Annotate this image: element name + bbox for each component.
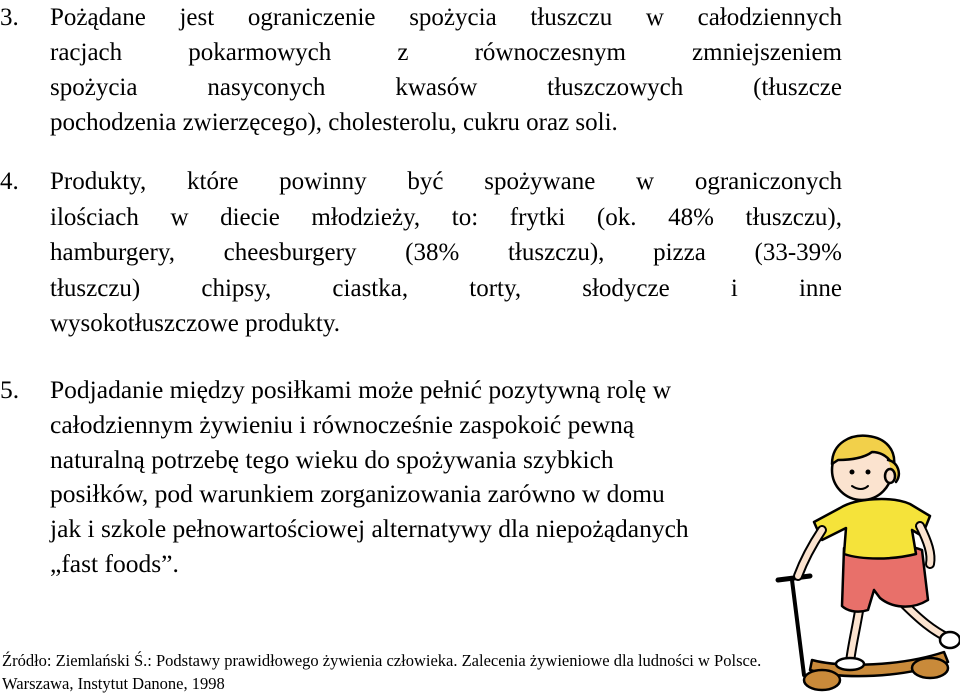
paragraph-number: 5. — [0, 375, 20, 404]
source-citation-line-1: Źródło: Ziemlański Ś.: Podstawy prawidłowego żywienia człowieka. Zalecenia żywieniowe dla ludności w Polsce. — [2, 651, 762, 670]
shoe-front — [836, 658, 864, 670]
paragraph-4 — [0, 164, 842, 342]
text-line: spożycia nasyconych kwasów tłuszczowych (tłuszcze — [50, 74, 842, 101]
eye-right — [866, 470, 871, 475]
text-line: wysokotłuszczowe produkty. — [50, 310, 340, 337]
paragraph-number: 4. — [0, 168, 19, 195]
scooter-wheel-back — [912, 658, 948, 678]
text-line: „fast foods”. — [50, 548, 179, 578]
eye-left — [850, 470, 855, 475]
paragraph-5 — [0, 373, 830, 582]
text-line: Podjadanie między posiłkami może pełnić pozytywną rolę w — [50, 375, 672, 404]
text-line: tłuszczu) chipsy, ciastka, torty, słodycze i inne — [50, 274, 842, 302]
child-on-scooter-clipart — [752, 430, 960, 697]
paragraph-3 — [0, 0, 842, 140]
text-line: pochodzenia zwierzęcego), cholesterolu, cukru oraz soli. — [50, 109, 618, 136]
scooter-wheel-front — [804, 670, 840, 690]
text-line: hamburgery, cheesburgery (38% tłuszczu), pizza (33-39% — [50, 239, 842, 266]
shoe-back — [940, 632, 960, 648]
paragraph-number: 3. — [0, 4, 19, 31]
text-line: Produkty, które powinny być spożywane w ograniczonych — [50, 168, 842, 195]
text-line: posiłków, pod warunkiem zorganizowania zarówno w domu — [50, 479, 665, 509]
paragraph-body — [0, 164, 842, 342]
text-line: całodziennym żywieniu i równocześnie zaspokoić pewną — [50, 409, 635, 439]
source-citation-line-2: Warszawa, Instytut Danone, 1998 — [2, 674, 225, 693]
text-line: racjach pokarmowych z równoczesnym zmniejszeniem — [50, 39, 842, 66]
text-line: naturalną potrzebę tego wieku do spożywania szybkich — [50, 444, 614, 474]
child-on-scooter-icon — [778, 436, 960, 690]
text-line: jak i szkole pełnowartościowej alternatywy dla niepożądanych — [50, 514, 689, 544]
text-line: ilościach w diecie młodzieży, to: frytki (ok. 48% tłuszczu), — [50, 203, 842, 231]
paragraph-body — [0, 0, 842, 140]
shirt — [814, 499, 930, 558]
text-line: Pożądane jest ograniczenie spożycia tłuszczu w całodziennych — [50, 4, 842, 31]
paragraph-body — [0, 373, 830, 582]
scooter-pole — [792, 580, 804, 675]
